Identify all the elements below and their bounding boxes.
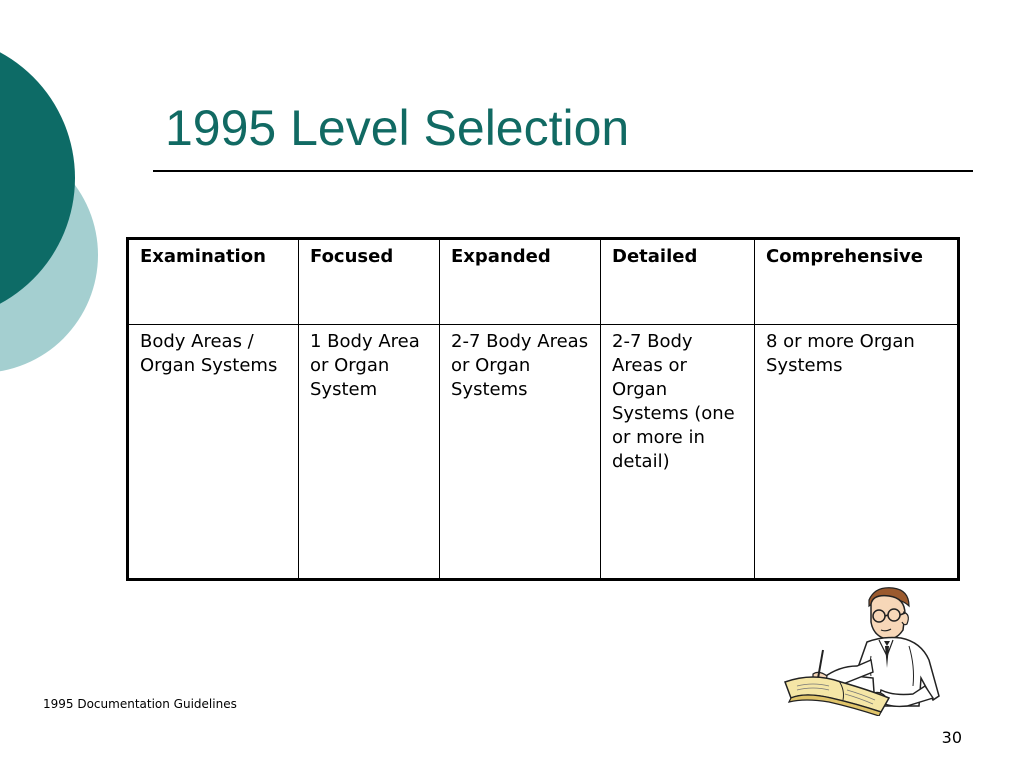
table-row (128, 325, 959, 580)
slide-title: 1995 Level Selection (165, 100, 630, 156)
page-number: 30 (941, 728, 962, 747)
header-cell-expanded: Expanded (440, 239, 601, 325)
header-cell-detailed: Detailed (601, 239, 755, 325)
table-cell: 2-7 Body Areas or Organ Systems (440, 325, 601, 580)
level-selection-table (126, 237, 960, 581)
header-cell-focused: Focused (299, 239, 440, 325)
table-cell: 8 or more Organ Systems (755, 325, 959, 580)
table-cell: Body Areas / Organ Systems (128, 325, 299, 580)
title-divider (153, 170, 973, 172)
slide-footer: 1995 Documentation Guidelines (43, 697, 237, 711)
header-cell-comprehensive: Comprehensive (755, 239, 959, 325)
table-header-row (128, 239, 959, 325)
table-cell: 2-7 Body Areas or Organ Systems (one or more in detail) (601, 325, 755, 580)
table-cell: 1 Body Area or Organ System (299, 325, 440, 580)
decorative-circles (0, 0, 110, 420)
header-cell-examination: Examination (128, 239, 299, 325)
doctor-writing-icon (783, 586, 947, 716)
